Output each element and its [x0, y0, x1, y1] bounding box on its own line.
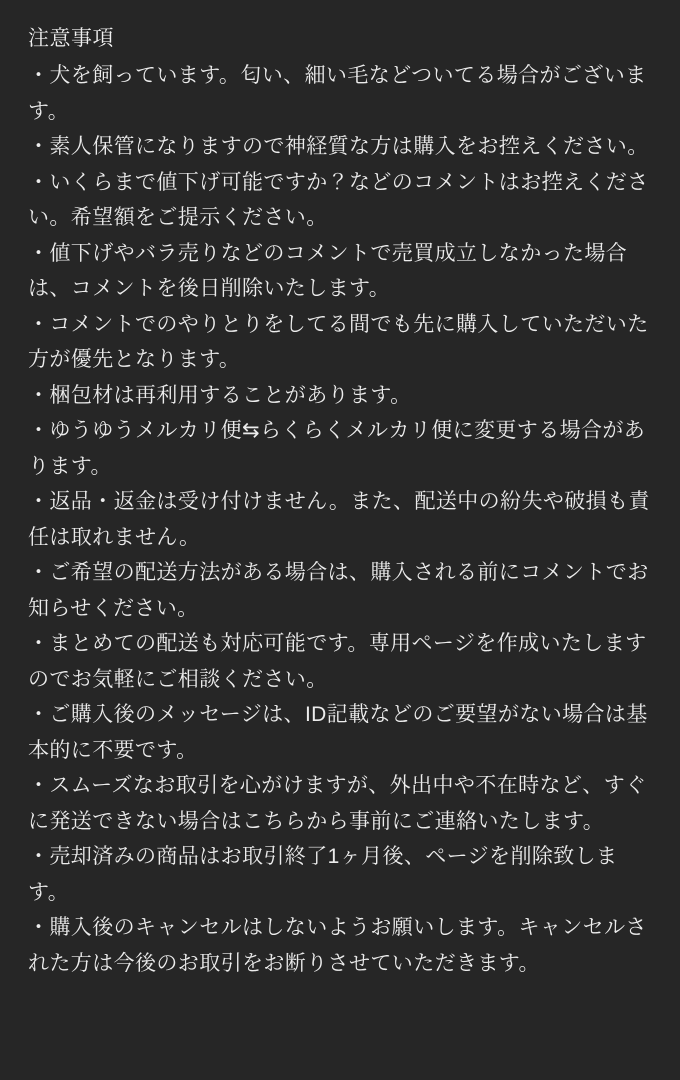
notice-list	[28, 58, 654, 981]
list-item: ・購入後のキャンセルはしないようお願いします。キャンセルされた方は今後のお取引をお断りさせていただきます。	[28, 916, 647, 975]
list-item: ・まとめての配送も対応可能です。専用ページを作成いたしますのでお気軽にご相談ください。	[28, 632, 647, 691]
list-item: ・犬を飼っています。匂い、細い毛などついてる場合がございます。	[28, 64, 647, 123]
list-item: ・ご希望の配送方法がある場合は、購入される前にコメントでお知らせください。	[28, 561, 649, 620]
page-title: 注意事項	[28, 27, 114, 50]
list-item: ・梱包材は再利用することがあります。	[28, 383, 412, 407]
list-item: ・ゆうゆうメルカリ便⇆らくらくメルカリ便に変更する場合があります。	[28, 419, 646, 478]
list-item: ・素人保管になりますので神経質な方は購入をお控えください。	[28, 135, 649, 158]
list-item: ・ご購入後のメッセージは、ID記載などのご要望がない場合は基本的に不要です。	[28, 703, 648, 762]
list-item: ・コメントでのやりとりをしてる間でも先に購入していただいた方が優先となります。	[28, 312, 649, 371]
list-item: ・スムーズなお取引を心がけますが、外出中や不在時など、すぐに発送できない場合はこちらから事前にご連絡いたします。	[28, 774, 647, 833]
list-item: ・値下げやバラ売りなどのコメントで売買成立しなかった場合は、コメントを後日削除いたします。	[28, 241, 628, 300]
list-item: ・返品・返金は受け付けません。また、配送中の紛失や破損も責任は取れません。	[28, 490, 650, 549]
list-item: ・売却済みの商品はお取引終了1ヶ月後、ページを削除致します。	[28, 845, 618, 904]
list-item: ・いくらまで値下げ可能ですか？などのコメントはお控えください。希望額をご提示ください。	[28, 170, 649, 229]
